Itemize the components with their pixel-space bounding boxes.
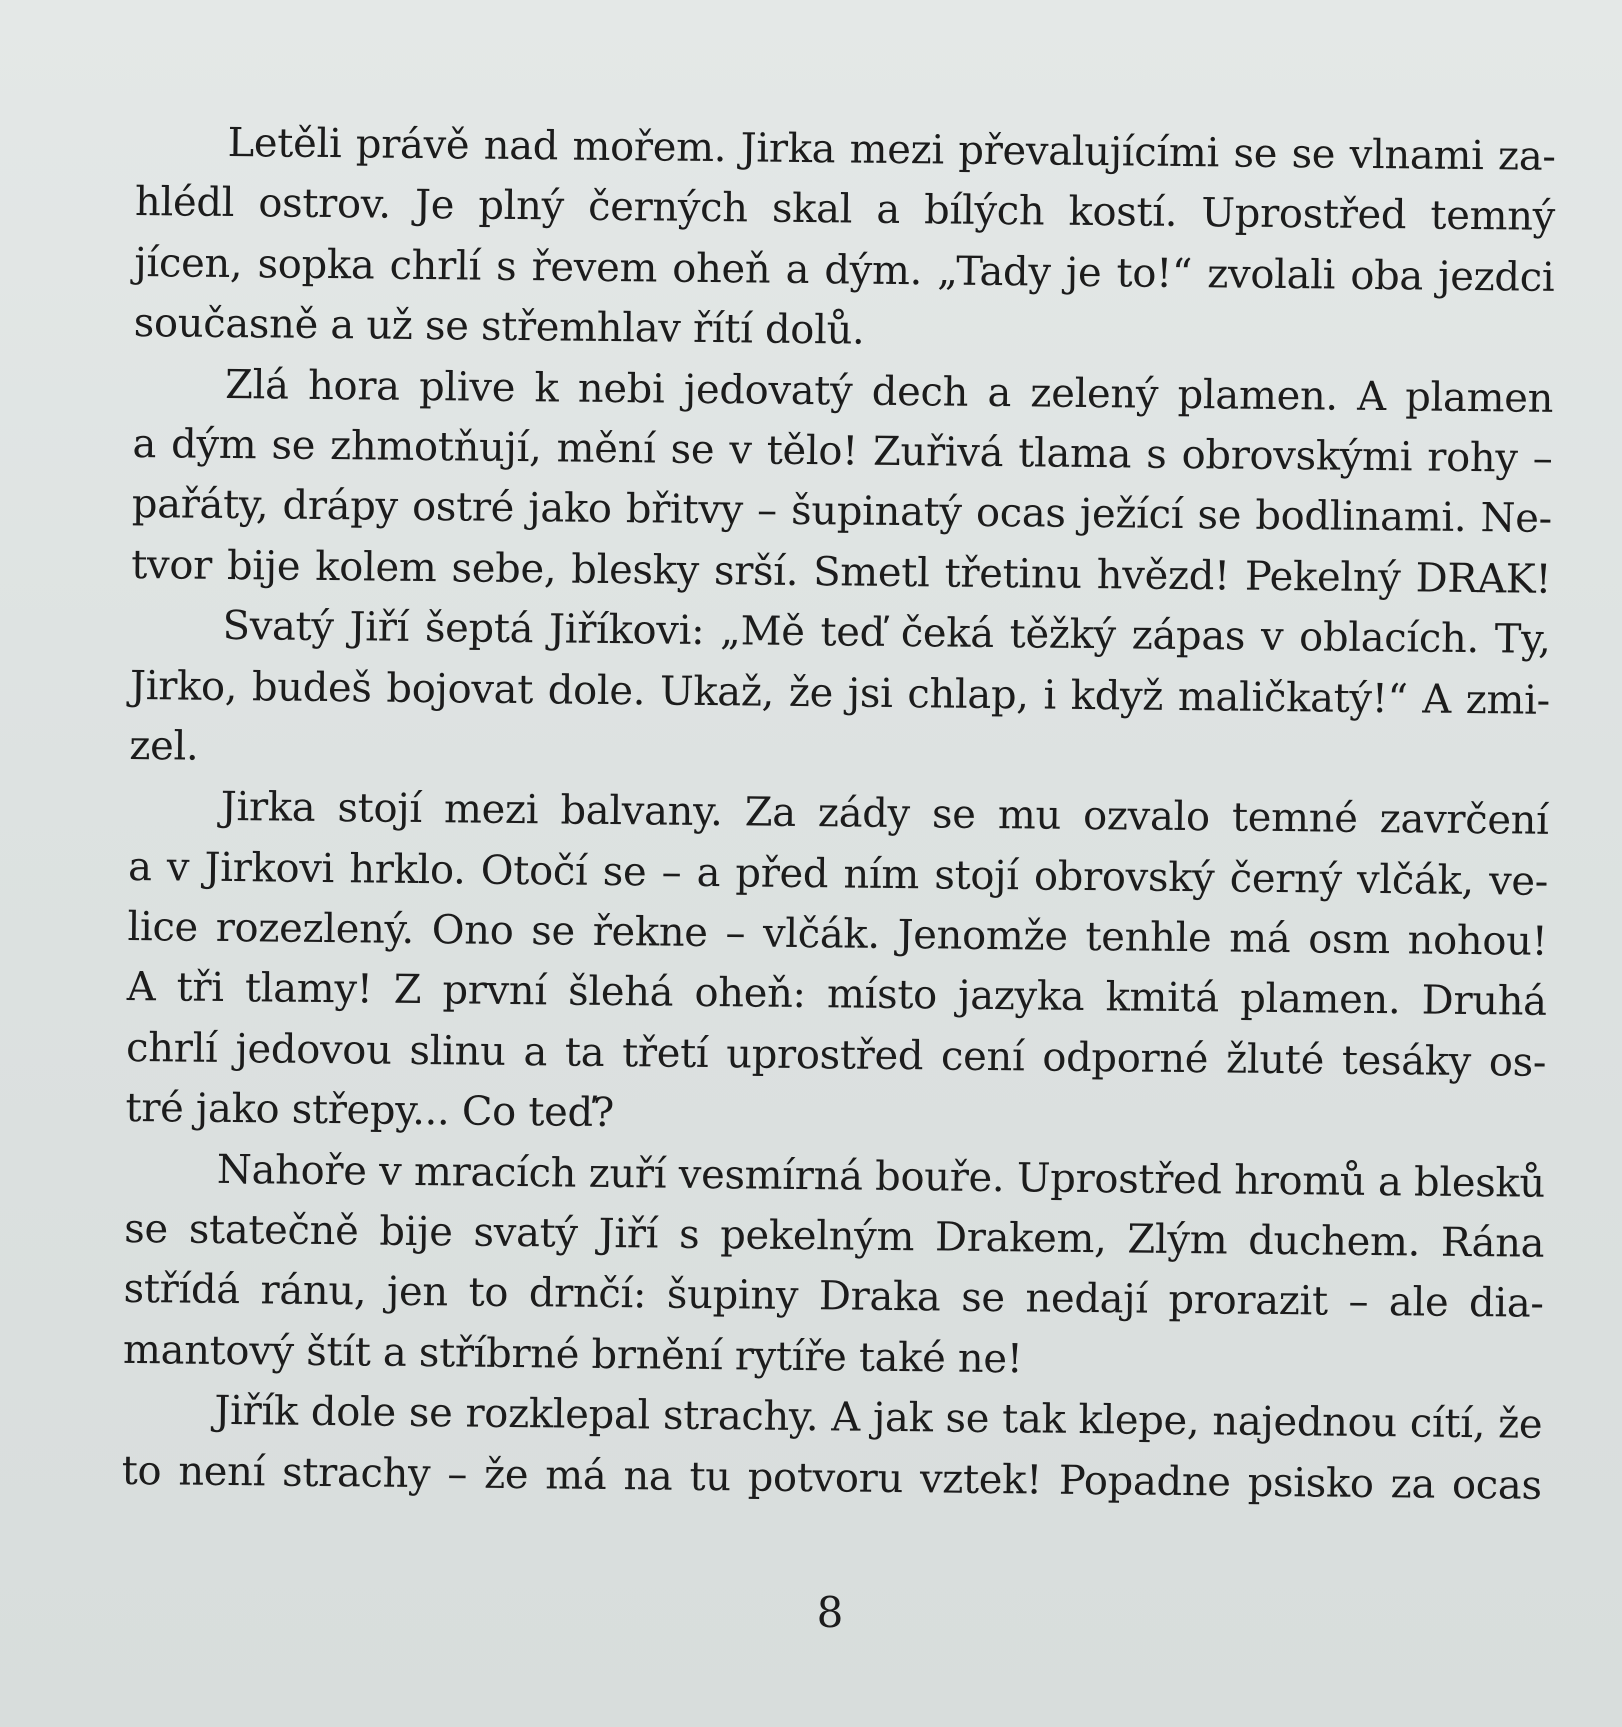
text-line-2: hlédl ostrov. Je plný černých skal a bílých kostí. Uprostřed temný	[134, 179, 1556, 241]
text-line-6: a dým se zhmotňují, mění se v tělo! Zuřivá tlama s obrovskými rohy –	[132, 420, 1553, 482]
text-line-16: chrlí jedovou slinu a ta třetí uprostřed cení odporné žluté tesáky os-	[125, 1024, 1547, 1086]
text-line-3: jícen, sopka chrlí s řevem oheň a dým. „Tady je to!“ zvolali oba jezdci	[134, 239, 1555, 301]
text-line-1: Letěli právě nad mořem. Jirka mezi převalujícími se se vlnami za-	[227, 119, 1556, 180]
page-number: 8	[816, 1588, 844, 1637]
text-line-14: lice rozezlený. Ono se řekne – vlčák. Jenomže tenhle má osm nohou!	[127, 904, 1548, 965]
text-line-4: současně a už se střemhlav řítí dolů.	[133, 300, 865, 354]
text-line-11: zel.	[129, 722, 199, 770]
text-line-22: Jiřík dole se rozklepal strachy. A jak se tak klepe, najednou cítí, že	[214, 1388, 1543, 1449]
text-line-7: pařáty, drápy ostré jako břitvy – šupinatý ocas ježící se bodlinami. Ne-	[131, 481, 1553, 543]
text-line-9: Svatý Jiří šeptá Jiříkovi: „Mě teď čeká těžký zápas v oblacích. Ty,	[222, 603, 1551, 663]
text-line-5: Zlá hora plive k nebi jedovatý dech a zelený plamen. A plamen	[224, 361, 1554, 422]
text-line-12: Jirka stojí mezi balvany. Za zády se mu ozvalo temné zavrčení	[220, 784, 1549, 845]
text-line-15: A tři tlamy! Z první šlehá oheň: místo jazyka kmitá plamen. Druhá	[126, 964, 1547, 1026]
page-body-text	[121, 112, 1555, 1516]
text-line-23: to není strachy – že má na tu potvoru vztek! Popadne psisko za ocas	[121, 1447, 1542, 1509]
text-line-19: se statečně bije svatý Jiří s pekelným Drakem, Zlým duchem. Rána	[124, 1205, 1545, 1267]
text-line-18: Nahoře v mracích zuří vesmírná bouře. Uprostřed hromů a blesků	[216, 1146, 1546, 1207]
text-line-13: a v Jirkovi hrklo. Otočí se – a před ním stojí obrovský černý vlčák, ve-	[127, 843, 1549, 905]
text-line-10: Jirko, budeš bojovat dole. Ukaž, že jsi chlap, i když maličkatý!“ A zmi-	[129, 662, 1551, 724]
text-line-8: tvor bije kolem sebe, blesky srší. Smetl třetinu hvězd! Pekelný DRAK!	[131, 541, 1552, 603]
text-line-21: mantový štít a stříbrné brnění rytíře také ne!	[122, 1326, 1023, 1383]
text-line-20: střídá ránu, jen to drnčí: šupiny Draka se nedají prorazit – ale dia-	[123, 1266, 1544, 1328]
text-line-17: tré jako střepy... Co teď?	[125, 1085, 615, 1137]
